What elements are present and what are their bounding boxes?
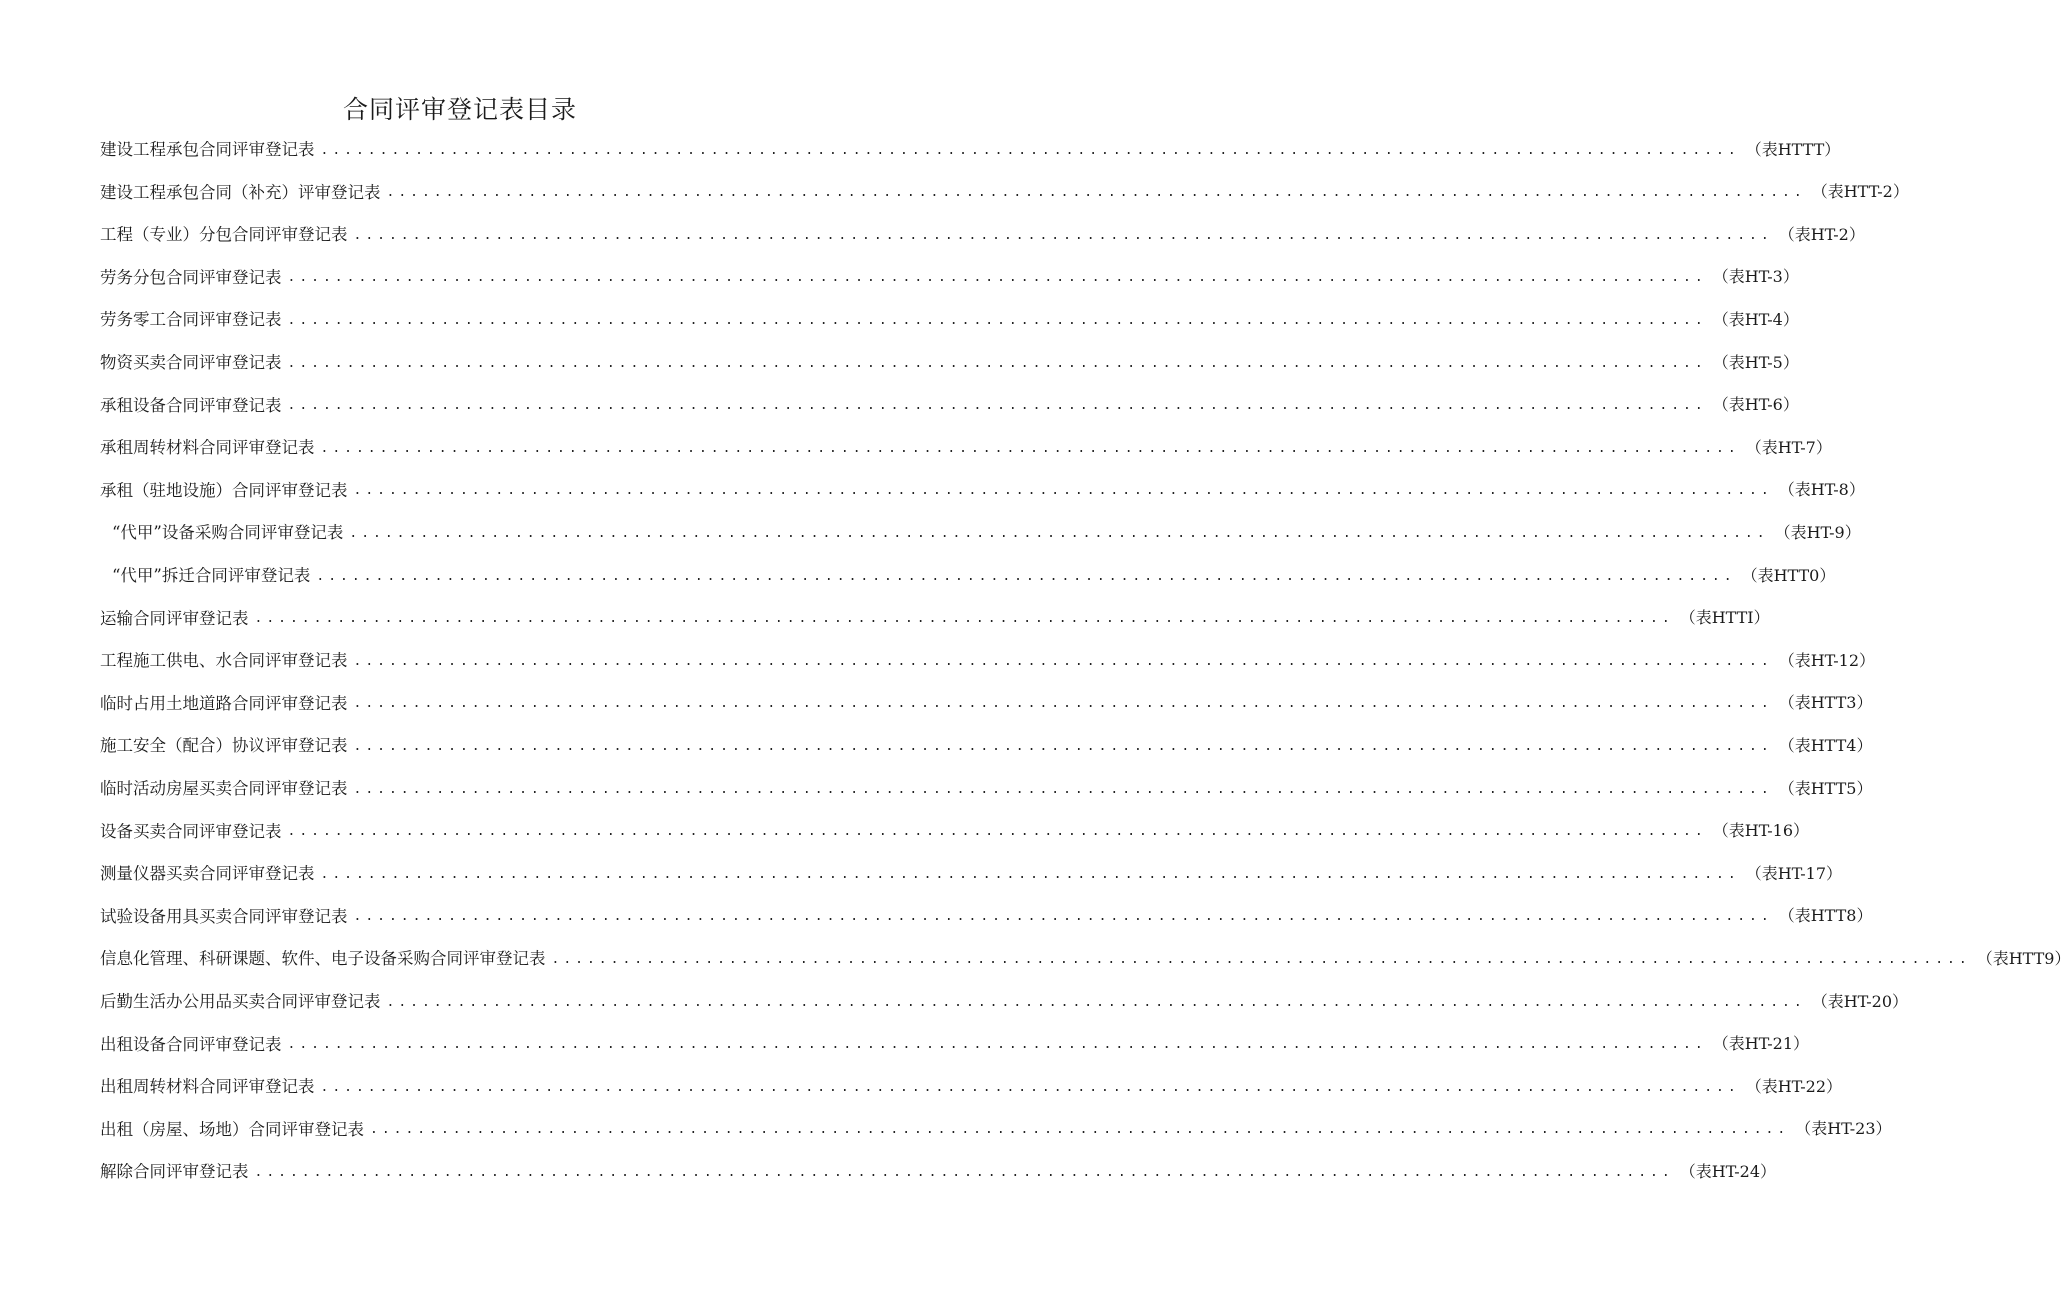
toc-entry-label: 出租设备合同评审登记表 (100, 1034, 282, 1054)
toc-leader-dots: ........................................................................................................................ (320, 866, 1740, 882)
toc-leader-dots: ........................................................................................................................ (353, 909, 1773, 925)
toc-entry-label: 出租（房屋、场地）合同评审登记表 (100, 1119, 364, 1139)
toc-entry (100, 602, 1770, 632)
toc-entry-label: 出租周转材料合同评审登记表 (100, 1077, 315, 1097)
toc-entry-ref: （表HT-8） (1778, 480, 1865, 500)
toc-entry-ref: （表HTT8） (1778, 906, 1873, 926)
toc-leader-dots: ........................................................................................................................ (353, 696, 1773, 712)
toc-entry (100, 431, 1832, 461)
toc-entry-ref: （表HT-21） (1712, 1034, 1810, 1054)
toc-entry-label: 测量仪器买卖合同评审登记表 (100, 864, 315, 884)
toc-leader-dots: ........................................................................................................................ (386, 185, 1806, 201)
toc-entry-ref: （表HT-4） (1712, 309, 1799, 329)
toc-entry (100, 346, 1799, 376)
toc-entry-ref: （表HT-3） (1712, 267, 1799, 287)
toc-leader-dots: ........................................................................................................................ (551, 951, 1971, 967)
toc-entry-ref: （表HT-16） (1712, 821, 1810, 841)
toc-entry-label: 建设工程承包合同（补充）评审登记表 (100, 182, 381, 202)
toc-entry-label: 物资买卖合同评审登记表 (100, 353, 282, 372)
toc-leader-dots: ........................................................................................................................ (320, 142, 1740, 158)
toc-entry-label: 解除合同评审登记表 (100, 1162, 249, 1182)
toc-entry (100, 1028, 1810, 1058)
toc-entry (100, 942, 2070, 972)
page-title: 合同评审登记表目录 (342, 95, 577, 124)
toc-entry (100, 1155, 1777, 1185)
toc-leader-dots: ........................................................................................................................ (287, 398, 1707, 414)
toc-entry-ref: （表HTT3） (1778, 693, 1873, 713)
toc-entry-label: 建设工程承包合同评审登记表 (100, 140, 315, 159)
toc-entry-ref: （表HT-23） (1795, 1119, 1892, 1139)
toc-entry (100, 474, 1865, 504)
toc-entry (100, 176, 1909, 206)
toc-entry (100, 1070, 1843, 1100)
toc-entry-ref: （表HT-6） (1712, 395, 1799, 415)
toc-entry (100, 687, 1873, 717)
toc-entry (100, 133, 1841, 163)
toc-entry-ref: （表HT-20） (1811, 991, 1909, 1011)
toc-entry-ref: （表HTTT） (1745, 139, 1841, 159)
toc-leader-dots: ........................................................................................................................ (287, 355, 1707, 371)
toc-entry (100, 985, 1909, 1015)
toc-entry-label: 后勤生活办公用品买卖合同评审登记表 (100, 992, 381, 1011)
toc-entry-ref: （表HT-2） (1778, 224, 1865, 244)
toc-entry-label: 劳务分包合同评审登记表 (100, 267, 282, 287)
toc-entry-label: 承租周转材料合同评审登记表 (100, 438, 315, 458)
toc-entry-ref: （表HTT-2） (1811, 182, 1909, 202)
toc-entry-label: 承租（驻地设施）合同评审登记表 (100, 480, 348, 500)
toc-leader-dots: ........................................................................................................................ (320, 1079, 1740, 1095)
toc-entry (100, 729, 1873, 759)
toc-entry (112, 559, 1836, 589)
toc-leader-dots: ........................................................................................................................ (370, 1122, 1790, 1138)
table-of-contents (0, 133, 2070, 1193)
toc-entry-label: 试验设备用具买卖合同评审登记表 (100, 906, 348, 926)
toc-entry (112, 516, 1861, 546)
toc-leader-dots: ........................................................................................................................ (353, 653, 1773, 669)
toc-entry (100, 1113, 1892, 1143)
toc-entry (100, 389, 1799, 419)
toc-entry (100, 815, 1810, 845)
toc-leader-dots: ........................................................................................................................ (254, 611, 1674, 627)
toc-entry (100, 900, 1873, 930)
toc-entry-label: 运输合同评审登记表 (100, 608, 249, 628)
toc-leader-dots: ........................................................................................................................ (287, 312, 1707, 328)
toc-leader-dots: ........................................................................................................................ (287, 1037, 1707, 1053)
toc-leader-dots: ........................................................................................................................ (353, 738, 1773, 754)
toc-entry-label: 信息化管理、科研课题、软件、电子设备采购合同评审登记表 (100, 949, 546, 969)
toc-entry-label: 工程（专业）分包合同评审登记表 (100, 225, 348, 245)
toc-entry-label: “代甲”设备采购合同评审登记表 (112, 523, 344, 543)
toc-leader-dots: ........................................................................................................................ (320, 440, 1740, 456)
toc-entry-ref: （表HT-17） (1745, 863, 1843, 883)
toc-entry-label: 设备买卖合同评审登记表 (100, 821, 282, 841)
toc-leader-dots: ........................................................................................................................ (353, 483, 1773, 499)
toc-leader-dots: ........................................................................................................................ (316, 568, 1736, 584)
toc-entry-label: 施工安全（配合）协议评审登记表 (100, 736, 348, 756)
toc-entry-ref: （表HT-9） (1774, 522, 1861, 542)
toc-leader-dots: ........................................................................................................................ (353, 781, 1773, 797)
toc-entry-label: 临时占用土地道路合同评审登记表 (100, 693, 348, 713)
toc-entry-ref: （表HTT5） (1778, 778, 1873, 798)
toc-leader-dots: ........................................................................................................................ (254, 1164, 1674, 1180)
toc-leader-dots: ........................................................................................................................ (353, 227, 1773, 243)
toc-leader-dots: ........................................................................................................................ (287, 824, 1707, 840)
toc-entry-label: 承租设备合同评审登记表 (100, 395, 282, 415)
toc-entry-ref: （表HT-22） (1745, 1076, 1843, 1096)
toc-entry (100, 772, 1873, 802)
toc-leader-dots: ........................................................................................................................ (287, 270, 1707, 286)
toc-entry-ref: （表HTTI） (1679, 608, 1770, 628)
toc-entry-label: 临时活动房屋买卖合同评审登记表 (100, 779, 348, 798)
toc-entry-ref: （表HT-12） (1778, 650, 1876, 670)
toc-entry-ref: （表HTT0） (1741, 565, 1836, 585)
toc-entry-label: 工程施工供电、水合同评审登记表 (100, 651, 348, 671)
toc-entry (100, 261, 1799, 291)
toc-leader-dots: ........................................................................................................................ (386, 994, 1806, 1010)
toc-entry-ref: （表HTT9） (1976, 948, 2070, 968)
toc-entry-ref: （表HT-7） (1745, 437, 1832, 457)
toc-entry-ref: （表HT-5） (1712, 352, 1799, 372)
toc-entry-ref: （表HTT4） (1778, 735, 1873, 755)
toc-entry (100, 303, 1799, 333)
toc-entry-label: “代甲”拆迁合同评审登记表 (112, 566, 311, 585)
toc-entry (100, 644, 1876, 674)
toc-entry-ref: （表HT-24） (1679, 1161, 1777, 1181)
toc-leader-dots: ........................................................................................................................ (349, 525, 1769, 541)
toc-entry (100, 218, 1865, 248)
toc-entry (100, 857, 1843, 887)
toc-entry-label: 劳务零工合同评审登记表 (100, 310, 282, 330)
